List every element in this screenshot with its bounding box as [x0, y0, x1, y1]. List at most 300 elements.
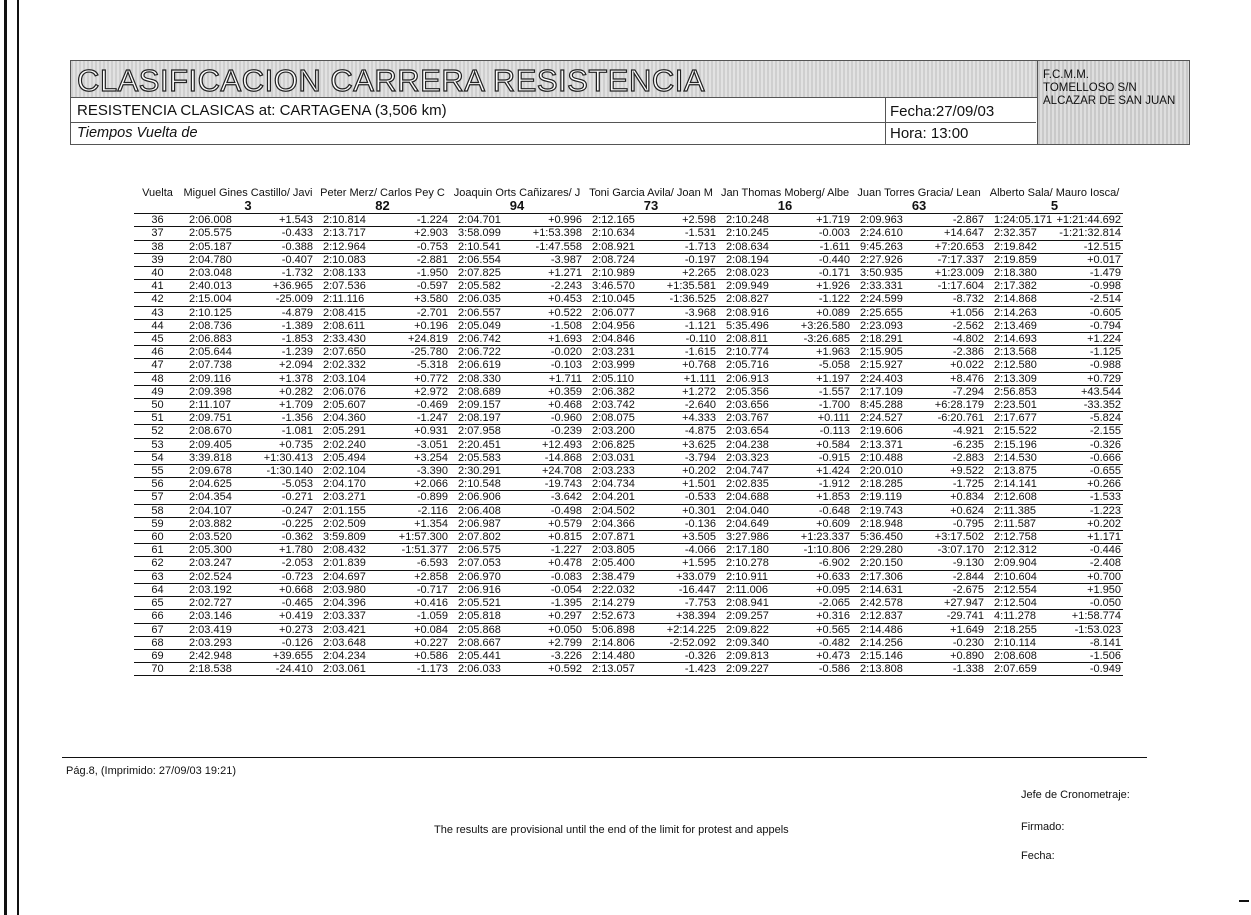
lap-time: 2:42.948	[189, 649, 232, 662]
lap-time: 2:05.868	[458, 623, 501, 636]
time-difference: +0.453	[548, 293, 583, 306]
table-row	[134, 333, 1123, 346]
time-difference: -0.753	[416, 240, 449, 253]
time-difference: -0.498	[550, 504, 583, 517]
time-difference: -1.506	[1089, 649, 1122, 662]
lap-time: 2:08.023	[726, 267, 769, 280]
lap-number: 61	[151, 544, 164, 557]
lap-time: 2:13.469	[994, 319, 1037, 332]
lap-time: 2:12.165	[592, 214, 635, 227]
table-row	[134, 293, 1123, 306]
lap-time: 2:12.758	[994, 531, 1037, 544]
lap-time: 2:03.999	[592, 359, 635, 372]
lap-rows	[134, 214, 1123, 676]
lap-time: 2:20.010	[860, 465, 903, 478]
time-difference: +1:57.300	[398, 531, 449, 544]
time-difference: +3.625	[682, 438, 717, 451]
time-difference: -1.557	[818, 385, 851, 398]
time-difference: +3.580	[414, 293, 449, 306]
lap-time: 2:11.385	[994, 504, 1037, 517]
time-difference: -0.326	[1089, 438, 1122, 451]
lap-number: 40	[151, 267, 164, 280]
lap-time: 2:09.405	[189, 438, 232, 451]
lap-time: 2:05.356	[726, 385, 769, 398]
lap-time: 2:02.509	[323, 517, 366, 530]
lap-time: 2:07.958	[458, 425, 501, 438]
time-difference: +0.700	[1087, 570, 1122, 583]
lap-time: 2:09.678	[189, 465, 232, 478]
lap-time: 2:03.192	[189, 583, 232, 596]
lap-time: 2:18.255	[994, 623, 1037, 636]
team-name: Miguel Gines Castillo/ Javi	[183, 187, 313, 199]
team-dorsal-row	[134, 199, 1123, 214]
table-row	[134, 663, 1123, 676]
time-difference: -1.853	[281, 333, 313, 346]
time-difference: +0.624	[950, 504, 985, 517]
lap-time: 2:05.644	[189, 346, 232, 359]
lap-time: 2:04.360	[323, 412, 366, 425]
page-printed-info: Pág.8, (Imprimido: 27/09/03 19:21)	[66, 765, 236, 777]
lap-number: 43	[151, 306, 164, 319]
time-difference: -0.717	[416, 583, 449, 596]
lap-time: 2:10.045	[592, 293, 635, 306]
lap-time: 2:03.231	[592, 346, 635, 359]
lap-time: 2:03.520	[189, 531, 232, 544]
lap-time: 2:06.722	[458, 346, 501, 359]
time-difference: +9.522	[950, 465, 985, 478]
time-difference: -1.611	[819, 240, 851, 253]
time-difference: +1.780	[279, 544, 313, 557]
lap-time: 1:24:05.171	[994, 214, 1053, 227]
lap-time: 2:02.332	[323, 359, 366, 372]
time-difference: +1:53.398	[532, 227, 583, 240]
table-row	[134, 253, 1123, 266]
time-difference: -2.155	[1089, 425, 1122, 438]
lap-time: 2:08.724	[592, 253, 635, 266]
time-difference: +0.729	[1087, 372, 1122, 385]
lap-number: 38	[151, 240, 164, 253]
timing-chief-label: Jefe de Cronometraje:	[1021, 789, 1130, 801]
lap-time: 2:08.811	[726, 333, 769, 346]
time-difference: -14.868	[544, 451, 583, 464]
lap-time: 2:09.227	[726, 663, 769, 676]
lap-time: 2:04.780	[189, 253, 232, 266]
time-difference: -0.586	[818, 663, 851, 676]
lap-time: 2:14.530	[994, 451, 1037, 464]
table-row	[134, 478, 1123, 491]
time-difference: -1:36.525	[669, 293, 717, 306]
time-difference: -0.597	[416, 280, 449, 293]
lap-time: 2:17.677	[994, 412, 1037, 425]
time-difference: +3.254	[414, 451, 449, 464]
lap-time: 2:10.911	[726, 570, 769, 583]
time-difference: -1.395	[550, 597, 583, 610]
event-name: RESISTENCIA CLASICAS at: CARTAGENA (3,506 km)	[77, 102, 447, 119]
table-row	[134, 372, 1123, 385]
time-difference: -3.642	[550, 491, 583, 504]
table-row	[134, 385, 1123, 398]
table-row	[134, 570, 1123, 583]
time-difference: -1.338	[952, 663, 985, 676]
time-difference: -19.743	[544, 478, 583, 491]
time-difference: -0.171	[818, 267, 851, 280]
lap-number: 68	[151, 636, 164, 649]
lap-time: 2:04.170	[323, 478, 366, 491]
lap-time: 2:52.673	[592, 610, 635, 623]
time-difference: -2.053	[281, 557, 313, 570]
lap-time: 2:13.309	[994, 372, 1037, 385]
footer-divider	[62, 757, 1147, 758]
time-difference: +1.595	[682, 557, 717, 570]
lap-time: 2:10.774	[726, 346, 769, 359]
time-difference: -1.700	[818, 399, 851, 412]
time-difference: +39.655	[272, 649, 313, 662]
lap-time: 2:08.611	[323, 319, 366, 332]
time-difference: -1.356	[281, 412, 313, 425]
lap-number: 50	[151, 399, 164, 412]
lap-time: 2:17.109	[860, 385, 903, 398]
lap-time: 2:12.504	[994, 597, 1037, 610]
lap-time: 2:08.689	[458, 385, 501, 398]
time-difference: -2.386	[952, 346, 985, 359]
lap-time: 2:24.527	[860, 412, 903, 425]
lap-time: 2:10.634	[592, 227, 635, 240]
time-difference: -1.223	[1089, 504, 1122, 517]
time-difference: +0.768	[682, 359, 717, 372]
time-difference: -0.648	[818, 504, 851, 517]
lap-time: 2:06.883	[189, 333, 232, 346]
time-difference: +2.066	[414, 478, 449, 491]
provisional-notice: The results are provisional until the end of the limit for protest and appels	[434, 824, 789, 836]
time-difference: -2.640	[684, 399, 717, 412]
team-name: Joaquin Orts Cañizares/ J	[453, 187, 581, 199]
lap-number: 44	[151, 319, 164, 332]
lap-time: 2:03.805	[592, 544, 635, 557]
lap-time: 2:10.989	[592, 267, 635, 280]
time-difference: -1.533	[1089, 491, 1122, 504]
lap-time: 2:19.842	[994, 240, 1037, 253]
team-name: Alberto Sala/ Mauro Iosca/	[989, 187, 1120, 199]
time-difference: -0.465	[281, 597, 313, 610]
time-difference: -0.388	[281, 240, 313, 253]
lap-time: 2:03.654	[726, 425, 769, 438]
time-difference: -0.271	[281, 491, 313, 504]
lap-time: 2:11.116	[323, 293, 365, 306]
lap-time: 2:04.354	[189, 491, 232, 504]
time-difference: +1.501	[682, 478, 717, 491]
lap-time: 2:03.882	[189, 517, 232, 530]
lap-time: 5:36.450	[860, 531, 903, 544]
lap-time: 2:03.656	[726, 399, 769, 412]
lap-time: 2:03.742	[592, 399, 635, 412]
time-difference: +1.950	[1087, 583, 1122, 596]
lap-time: 2:07.659	[994, 663, 1037, 676]
lap-time: 2:38.479	[592, 570, 635, 583]
lap-time: 2:08.921	[592, 240, 635, 253]
lap-time: 3:59.809	[323, 531, 366, 544]
time-difference: +0.815	[548, 531, 583, 544]
time-difference: +0.565	[816, 623, 851, 636]
time-difference: -0.446	[1089, 544, 1122, 557]
time-difference: -1.389	[281, 319, 313, 332]
time-difference: -0.723	[281, 570, 313, 583]
time-difference: +0.473	[816, 649, 851, 662]
scan-edge-left-inner	[17, 0, 19, 915]
table-row	[134, 214, 1123, 227]
time-difference: -0.605	[1089, 306, 1122, 319]
time-difference: +0.227	[414, 636, 449, 649]
lap-time: 2:04.502	[592, 504, 635, 517]
time-difference: -4.875	[684, 425, 717, 438]
lap-time: 2:06.077	[592, 306, 635, 319]
lap-time: 2:08.736	[189, 319, 232, 332]
time-difference: +3:26.580	[800, 319, 851, 332]
time-difference: -1.950	[416, 267, 449, 280]
lap-number: 67	[151, 623, 164, 636]
lap-time: 2:06.408	[458, 504, 501, 517]
time-difference: +0.084	[414, 623, 449, 636]
lap-time: 2:05.187	[189, 240, 232, 253]
lap-time: 2:14.693	[994, 333, 1037, 346]
lap-time: 2:09.398	[189, 385, 232, 398]
time-difference: -2.514	[1089, 293, 1122, 306]
team-names-row	[134, 187, 1123, 199]
time-difference: +1.272	[682, 385, 717, 398]
time-difference: -8.732	[952, 293, 985, 306]
time-difference: -24.410	[275, 663, 313, 676]
lap-time: 2:12.608	[994, 491, 1037, 504]
table-row	[134, 306, 1123, 319]
time-difference: -2:52.092	[669, 636, 717, 649]
sign-date-label: Fecha:	[1021, 850, 1055, 862]
table-row	[134, 531, 1123, 544]
lap-time: 2:08.667	[458, 636, 501, 649]
lap-time: 2:42.578	[860, 597, 903, 610]
lap-time: 2:07.825	[458, 267, 501, 280]
lap-time: 2:08.133	[323, 267, 366, 280]
table-row	[134, 583, 1123, 596]
lap-time: 2:03.146	[189, 610, 232, 623]
lap-number: 53	[151, 438, 164, 451]
time-difference: +1:35.581	[666, 280, 717, 293]
time-difference: -3:26.685	[803, 333, 851, 346]
time-difference: -1.615	[684, 346, 717, 359]
time-difference: +2:14.225	[666, 623, 717, 636]
time-difference: -1.121	[684, 319, 717, 332]
time-difference: +33.079	[675, 570, 717, 583]
lap-time: 2:05.583	[458, 451, 501, 464]
table-row	[134, 399, 1123, 412]
time-difference: +0.592	[548, 663, 583, 676]
time-difference: -1:30.140	[266, 465, 313, 478]
time-difference: -4.921	[952, 425, 985, 438]
lap-time: 2:01.839	[323, 557, 366, 570]
time-difference: -0.795	[952, 517, 985, 530]
time-difference: -0.960	[550, 412, 583, 425]
lap-time: 2:05.300	[189, 544, 232, 557]
time-difference: -1.125	[1089, 346, 1122, 359]
organizer-box	[1037, 61, 1189, 144]
lap-time: 2:03.247	[189, 557, 232, 570]
lap-time: 2:14.141	[994, 478, 1037, 491]
lap-time: 2:05.494	[323, 451, 366, 464]
time-difference: -1.081	[281, 425, 313, 438]
lap-time: 2:06.970	[458, 570, 501, 583]
lap-time: 2:13.717	[323, 227, 366, 240]
table-row	[134, 227, 1123, 240]
lap-time: 2:18.291	[860, 333, 903, 346]
time-difference: +0.297	[548, 610, 583, 623]
lap-time: 2:05.049	[458, 319, 501, 332]
lap-time: 2:03.233	[592, 465, 635, 478]
time-difference: -1.531	[684, 227, 717, 240]
lap-time: 4:11.278	[994, 610, 1037, 623]
team-name: Peter Merz/ Carlos Pey C	[320, 187, 445, 199]
time-difference: +0.735	[279, 438, 313, 451]
lap-time: 2:03.031	[592, 451, 635, 464]
lap-time: 3:46.570	[592, 280, 635, 293]
lap-time: 2:13.875	[994, 465, 1037, 478]
title-band	[71, 61, 1189, 98]
race-time: Hora: 13:00	[890, 125, 969, 142]
lap-number: 42	[151, 293, 164, 306]
time-difference: -1.239	[281, 346, 313, 359]
table-row	[134, 465, 1123, 478]
time-difference: -3.226	[550, 649, 583, 662]
time-difference: -0.230	[952, 636, 985, 649]
lap-time: 2:09.813	[726, 649, 769, 662]
lap-time: 2:11.006	[726, 583, 769, 596]
time-difference: +0.468	[548, 399, 583, 412]
lap-time: 2:08.608	[994, 649, 1037, 662]
time-difference: -0.440	[818, 253, 851, 266]
lap-time: 2:03.648	[323, 636, 366, 649]
time-difference: +1.853	[816, 491, 851, 504]
time-difference: +0.301	[682, 504, 717, 517]
time-difference: -7:17.337	[937, 253, 985, 266]
lap-number: 51	[151, 412, 164, 425]
lap-time: 2:06.076	[323, 385, 366, 398]
time-difference: +1.111	[683, 372, 717, 385]
table-row	[134, 451, 1123, 464]
lap-time: 2:33.331	[860, 280, 903, 293]
lap-time: 2:08.670	[189, 425, 232, 438]
lap-time: 2:05.400	[592, 557, 635, 570]
table-row	[134, 544, 1123, 557]
lap-time: 9:45.263	[860, 240, 903, 253]
lap-time: 2:09.157	[458, 399, 501, 412]
lap-time: 2:02.104	[323, 465, 366, 478]
lap-time: 2:07.871	[592, 531, 635, 544]
lap-time: 2:03.200	[592, 425, 635, 438]
lap-time: 2:04.201	[592, 491, 635, 504]
time-difference: -1.732	[281, 267, 313, 280]
lap-number: 62	[151, 557, 164, 570]
lap-time: 2:04.701	[458, 214, 501, 227]
time-difference: -2.408	[1089, 557, 1122, 570]
time-difference: -4.879	[281, 306, 313, 319]
lap-time: 2:03.337	[323, 610, 366, 623]
lap-time: 2:04.625	[189, 478, 232, 491]
team-name: Toni Garcia Avila/ Joan M	[589, 187, 713, 199]
table-row	[134, 597, 1123, 610]
time-difference: +0.931	[414, 425, 449, 438]
time-difference: +27.947	[943, 597, 985, 610]
time-difference: -3.987	[550, 253, 583, 266]
lap-time: 2:02.240	[323, 438, 366, 451]
time-difference: -0.915	[818, 451, 851, 464]
time-difference: +3.505	[682, 531, 717, 544]
lap-time: 2:03.293	[189, 636, 232, 649]
time-difference: -0.050	[1089, 597, 1122, 610]
lap-time: 2:06.913	[726, 372, 769, 385]
time-difference: +12.493	[541, 438, 583, 451]
time-difference: -9.130	[952, 557, 985, 570]
date-time-cell	[885, 97, 1037, 144]
time-difference: -5.318	[416, 359, 449, 372]
time-difference: -3.051	[416, 438, 449, 451]
lap-number: 45	[151, 333, 164, 346]
lap-number: 41	[151, 280, 164, 293]
time-difference: -1:21:32.814	[1059, 227, 1122, 240]
lap-time: 2:27.926	[860, 253, 903, 266]
lap-time: 2:04.697	[323, 570, 366, 583]
table-row	[134, 267, 1123, 280]
time-difference: -2.883	[952, 451, 985, 464]
report-header	[70, 60, 1190, 145]
lap-time: 2:23.093	[860, 319, 903, 332]
lap-times-table	[134, 187, 1123, 676]
time-difference: -4.802	[952, 333, 985, 346]
lap-time: 2:25.655	[860, 306, 903, 319]
lap-time: 2:12.964	[323, 240, 366, 253]
time-difference: -5.053	[281, 478, 313, 491]
time-difference: +0.017	[1087, 253, 1122, 266]
lap-time: 5:35.496	[726, 319, 769, 332]
team-dorsal: 3	[244, 199, 252, 214]
time-difference: -2.562	[952, 319, 985, 332]
table-row	[134, 623, 1123, 636]
time-difference: -25.780	[410, 346, 449, 359]
team-dorsal: 16	[777, 199, 793, 214]
lap-time: 2:07.536	[323, 280, 366, 293]
time-difference: -1.479	[1089, 267, 1122, 280]
lap-time: 8:45.288	[860, 399, 903, 412]
lap-time: 2:06.575	[458, 544, 501, 557]
table-row	[134, 425, 1123, 438]
lap-time: 2:06.554	[458, 253, 501, 266]
time-difference: -0.113	[819, 425, 851, 438]
time-difference: +1.649	[950, 623, 985, 636]
lap-time: 2:14.480	[592, 649, 635, 662]
lap-time: 2:11.587	[994, 517, 1037, 530]
lap-time: 2:10.114	[994, 636, 1037, 649]
time-difference: +0.579	[548, 517, 583, 530]
team-dorsal: 82	[375, 199, 390, 214]
lap-time: 2:05.582	[458, 280, 501, 293]
lap-time: 2:04.234	[323, 649, 366, 662]
time-difference: -1.122	[818, 293, 851, 306]
lap-time: 2:08.827	[726, 293, 769, 306]
time-difference: -0.136	[684, 517, 717, 530]
team-dorsal: 63	[911, 199, 927, 214]
table-row	[134, 557, 1123, 570]
team-dorsal: 5	[1050, 199, 1059, 214]
lap-time: 2:09.257	[726, 610, 769, 623]
time-difference: +0.202	[682, 465, 717, 478]
time-difference: +0.668	[279, 583, 313, 596]
table-row	[134, 412, 1123, 425]
